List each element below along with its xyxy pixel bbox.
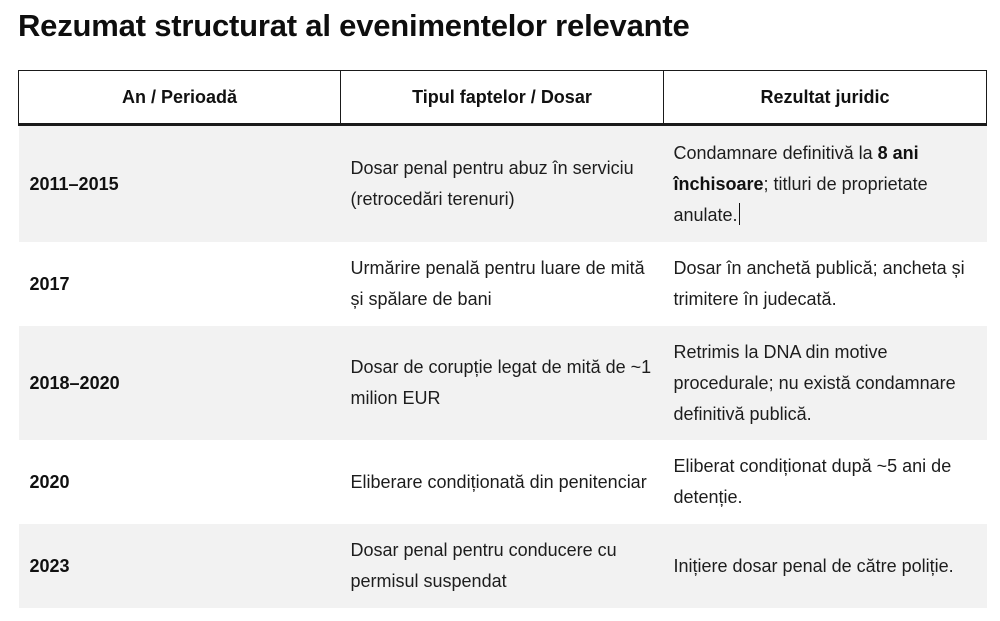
cell-case-type: Urmărire penală pentru luare de mită și spălare de bani [341,242,664,326]
table-row [19,125,987,243]
cell-case-type: Dosar penal pentru conducere cu permisul suspendat [341,524,664,608]
result-text-tail: ; titluri de proprietate anulate. [673,173,928,225]
table-row [19,524,987,608]
cell-case-type: Dosar penal pentru abuz în serviciu (retrocedări terenuri) [341,125,664,243]
cell-legal-result: Dosar în anchetă publică; ancheta și trimitere în judecată. [664,242,987,326]
events-summary-table [18,70,987,608]
table-header [19,71,987,125]
cell-legal-result: Inițiere dosar penal de către poliție. [664,524,987,608]
table-row [19,326,987,440]
result-text: Condamnare definitivă la [673,142,878,163]
header-year: An / Perioadă [19,71,341,125]
page-title: Rezumat structurat al evenimentelor relevante [18,8,690,43]
cell-legal-result: Retrimis la DNA din motive procedurale; nu există condamnare definitivă publică. [664,326,987,440]
cell-legal-result: Eliberat condiționat după ~5 ani de detenție. [664,440,987,524]
table-row [19,242,987,326]
cell-year: 2020 [19,440,341,524]
table-body [19,125,987,609]
cell-year: 2023 [19,524,341,608]
text-cursor [739,203,740,225]
cell-case-type: Dosar de corupție legat de mită de ~1 milion EUR [341,326,664,440]
cell-year: 2011–2015 [19,125,341,243]
table-header-row [19,71,987,125]
result-bold-text: 8 ani închisoare [673,142,919,194]
header-case-type: Tipul faptelor / Dosar [341,71,664,125]
cell-legal-result[interactable] [664,125,987,243]
cell-year: 2017 [19,242,341,326]
header-legal-result: Rezultat juridic [664,71,987,125]
cell-year: 2018–2020 [19,326,341,440]
cell-case-type: Eliberare condiționată din penitenciar [341,440,664,524]
table-row [19,440,987,524]
